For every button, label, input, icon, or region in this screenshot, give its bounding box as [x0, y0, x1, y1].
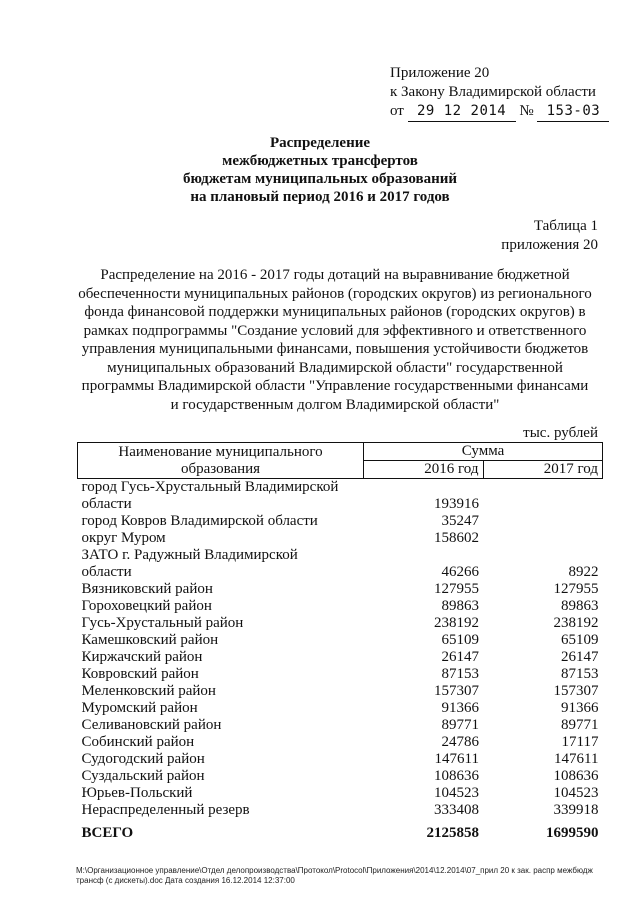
row-name: Киржачский район	[81, 649, 203, 665]
table-note-line-2: приложения 20	[501, 237, 598, 253]
row-value-2016: 46266	[441, 564, 479, 580]
table-body	[78, 479, 603, 843]
footer-line-2: трансф (с дискеты).doc Дата создания 16.12.2014 12:37:00	[76, 876, 295, 885]
row-name: Нераспределенный резерв	[81, 802, 250, 818]
total-row	[78, 819, 603, 842]
description-line: программы Владимирской области "Управление государственными финансами	[81, 378, 589, 394]
row-name: Судогодский район	[81, 751, 205, 767]
header-sum: Сумма	[364, 443, 603, 461]
description-line: муниципальных образований Владимирской области" государственной	[107, 359, 563, 376]
row-name: области	[81, 496, 132, 512]
row-name: округ Муром	[81, 530, 166, 546]
appendix-reference	[390, 64, 609, 122]
row-value-2017	[483, 496, 603, 513]
table-row	[78, 802, 603, 819]
number-label: №	[519, 103, 534, 119]
table-note	[501, 217, 598, 255]
table-row	[78, 683, 603, 700]
table-description	[68, 266, 602, 414]
total-2016: 2125858	[426, 825, 479, 841]
row-value-2016: 108636	[434, 768, 479, 784]
header-2016: 2016 год	[364, 461, 483, 479]
row-name: Гороховецкий район	[81, 598, 212, 614]
description-line: рамках подпрограммы "Создание условий для эффективного и ответственного	[83, 322, 587, 339]
row-value-2017: 26147	[561, 649, 599, 665]
table-row	[78, 632, 603, 649]
row-name: Селивановский район	[81, 717, 222, 733]
row-value-2017: 87153	[561, 666, 599, 682]
row-value-2016: 89771	[441, 717, 479, 733]
table-row	[78, 751, 603, 768]
row-value-2016: 87153	[441, 666, 479, 682]
transfers-table	[77, 442, 603, 842]
row-value-2016: 65109	[441, 632, 479, 648]
units-label: тыс. рублей	[523, 425, 598, 441]
title-line-4: на плановый период 2016 и 2017 годов	[190, 189, 450, 205]
file-path-footer	[76, 866, 606, 886]
table-row	[78, 768, 603, 785]
row-value-2016: 193916	[434, 496, 479, 512]
description-line: фонда финансовой поддержки муниципальных районов (городских округов) в	[84, 304, 586, 320]
document-title	[0, 134, 640, 206]
row-name: Собинский район	[81, 734, 195, 750]
row-name: Ковровский район	[81, 666, 199, 682]
row-value-2016: 91366	[441, 700, 479, 716]
table-row	[78, 530, 603, 547]
table-row	[78, 547, 603, 564]
row-name: Суздальский район	[81, 768, 205, 784]
appendix-law: к Закону Владимирской области	[390, 84, 596, 100]
title-line-2: межбюджетных трансфертов	[222, 153, 418, 169]
row-value-2016: 157307	[434, 683, 479, 699]
row-value-2016: 333408	[434, 802, 479, 818]
row-value-2017: 65109	[561, 632, 599, 648]
row-value-2017: 147611	[554, 751, 599, 767]
footer-line-1: М:\Организационное управление\Отдел делопроизводства\Протокол\Protocol\Приложения\2014\12.2014\07_прил 20 к зак. распр межбюдж	[76, 866, 593, 875]
total-label: ВСЕГО	[81, 825, 134, 841]
row-name: области	[81, 564, 132, 580]
table-row	[78, 581, 603, 598]
row-name: Юрьев-Польский	[81, 785, 193, 801]
total-2017: 1699590	[546, 825, 599, 841]
row-value-2017: 339918	[553, 802, 599, 818]
row-name: Гусь-Хрустальный район	[81, 615, 244, 631]
row-value-2016: 35247	[441, 513, 479, 529]
table-row	[78, 598, 603, 615]
table-row	[78, 700, 603, 717]
table-row	[78, 734, 603, 751]
handwritten-date: 29 12 2014	[408, 102, 516, 122]
row-value-2016: 89863	[441, 598, 479, 614]
row-value-2017	[483, 547, 603, 564]
row-name: Вязниковский район	[81, 581, 213, 597]
description-line: Распределение на 2016 - 2017 годы дотаций на выравнивание бюджетной	[100, 267, 570, 283]
table-row	[78, 564, 603, 581]
row-value-2016	[364, 479, 483, 497]
row-value-2017: 89771	[561, 717, 599, 733]
from-label: от	[390, 103, 404, 119]
row-value-2017: 108636	[553, 768, 599, 784]
row-name: Меленковский район	[81, 683, 216, 699]
row-value-2017: 238192	[553, 615, 599, 631]
table-row	[78, 615, 603, 632]
row-value-2017: 8922	[568, 564, 599, 580]
table-row	[78, 717, 603, 734]
description-line: обеспеченности муниципальных районов (городских округов) из регионального	[78, 285, 592, 302]
row-value-2017: 91366	[561, 700, 599, 716]
table-row	[78, 666, 603, 683]
header-2017: 2017 год	[483, 461, 603, 479]
row-value-2016	[364, 547, 483, 564]
appendix-date-number	[390, 102, 609, 122]
description-line: управления муниципальными финансами, повышения устойчивости бюджетов	[81, 341, 589, 357]
row-value-2016: 158602	[434, 530, 479, 546]
title-line-1: Распределение	[269, 135, 371, 151]
row-value-2016: 127955	[434, 581, 479, 597]
row-value-2017	[483, 513, 603, 530]
table-row	[78, 785, 603, 802]
table-row	[78, 513, 603, 530]
title-line-3: бюджетам муниципальных образований	[183, 171, 457, 187]
row-value-2016: 147611	[434, 751, 479, 767]
header-name: Наименование муниципального образования	[78, 443, 364, 479]
row-name: город Ковров Владимирской области	[81, 513, 318, 529]
row-value-2016: 104523	[434, 785, 479, 801]
row-value-2016: 24786	[441, 734, 479, 750]
appendix-title: Приложение 20	[390, 65, 490, 81]
row-value-2016: 26147	[441, 649, 479, 665]
row-value-2017: 127955	[553, 581, 599, 597]
row-value-2017: 89863	[561, 598, 599, 614]
handwritten-number: 153-03	[537, 102, 609, 122]
table-note-line-1: Таблица 1	[533, 218, 598, 234]
table-row	[78, 496, 603, 513]
row-name: Камешковский район	[81, 632, 219, 648]
row-value-2017: 157307	[553, 683, 599, 699]
row-value-2017	[483, 530, 603, 547]
row-value-2017: 17117	[561, 734, 599, 750]
row-name: Муромский район	[81, 700, 198, 716]
table-row	[78, 479, 603, 497]
description-line: и государственным долгом Владимирской области"	[170, 396, 500, 413]
table-row	[78, 649, 603, 666]
row-value-2017: 104523	[553, 785, 599, 801]
row-name: город Гусь-Хрустальный Владимирской	[81, 479, 339, 495]
row-value-2016: 238192	[434, 615, 479, 631]
row-value-2017	[483, 479, 603, 497]
row-name: ЗАТО г. Радужный Владимирской	[81, 547, 298, 563]
